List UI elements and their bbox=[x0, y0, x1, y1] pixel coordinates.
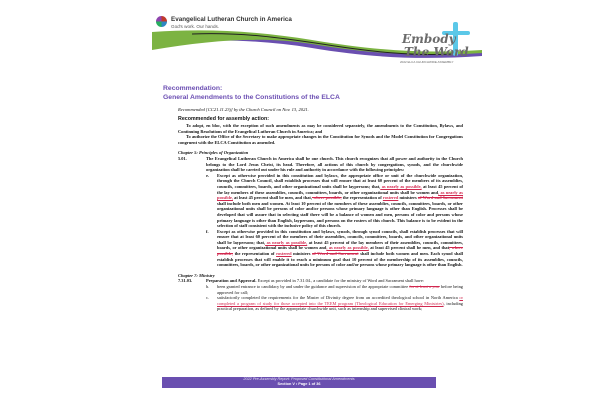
text-run: Except as otherwise provided in this constitution and bylaws, the appropriate office or unit of the churchwide organization, through the Church Council, shall establish processes that will ensure that at least 60 percent of the members of its assemblies, councils, committees, boards, and other organizational units shall be laypersons; that, bbox=[217, 172, 463, 189]
section-number: 7.31.03. bbox=[178, 278, 193, 284]
text-run: been granted entrance to candidacy by and under the guidance and supervision of the appropriate committee bbox=[217, 284, 410, 290]
item-text bbox=[217, 295, 463, 312]
text-run: at least 45 percent of the lay members of their assemblies, councils, committees, boards, or other organizational units shall be women and bbox=[217, 239, 463, 251]
page-footer bbox=[162, 377, 436, 388]
recommendation-label: Recommendation: bbox=[163, 85, 223, 92]
text-run: Except as provided in 7.31.04., a candidate for the ministry of Word and Sacrament shall have: bbox=[256, 278, 425, 284]
text-run: ministers bbox=[291, 251, 313, 257]
text-run: before being approved for call; bbox=[217, 284, 463, 295]
action-2: To authorize the Office of the Secretary to make appropriate changes in the Constitution for Synods and the Model Constitution for Congregations congruent with the ELCA Constitution as amended. bbox=[178, 134, 463, 145]
action-heading: Recommended for assembly action: bbox=[178, 116, 269, 122]
section-5-01 bbox=[178, 156, 463, 173]
embody-the-word-logo bbox=[400, 22, 480, 72]
chapter-5-heading: Chapter 5: Principles of Organization bbox=[178, 150, 249, 156]
elca-cross-logo-icon bbox=[156, 16, 167, 27]
item-c bbox=[206, 295, 463, 312]
text-run: satisfactorily completed the requirements for the Master of Divinity degree from an accredited theological school in North America bbox=[217, 295, 460, 301]
section-number: 5.01. bbox=[178, 155, 187, 161]
text-run: at least 45 percent shall be men, and that bbox=[368, 245, 450, 251]
text-run: the representation of bbox=[232, 251, 277, 257]
text-run: at least 45 percent of the lay members of these assemblies, councils, committees, boards, or other organizational units shall be women and bbox=[217, 183, 463, 195]
assembly-subtitle: 2022 ELCA CHURCHWIDE ASSEMBLY bbox=[400, 60, 454, 64]
text-run: at least 45 percent shall be men, and that, bbox=[232, 195, 312, 201]
item-e bbox=[206, 173, 463, 229]
deleted-text: where possible, bbox=[311, 195, 342, 201]
page-header bbox=[152, 12, 482, 82]
inserted-text: as nearly as possible, bbox=[380, 183, 422, 189]
item-label: f. bbox=[206, 228, 209, 234]
item-f bbox=[206, 229, 463, 268]
item-text bbox=[217, 229, 463, 268]
section-title: Preparation and Approval. bbox=[206, 278, 257, 284]
logo-line1: Embody bbox=[402, 32, 456, 46]
recommended-by: Recommended [CC21.11.23j] by the Church Council on Nov. 13, 2021. bbox=[178, 107, 309, 112]
item-label: e. bbox=[206, 172, 210, 178]
inserted-text: , as nearly as possible, bbox=[326, 245, 369, 251]
inserted-text: , as nearly as possible, bbox=[217, 189, 464, 201]
footer-page-number: Section V • Page 1 of 36 bbox=[277, 382, 321, 386]
chapter-7-heading: Chapter 7: Ministry bbox=[178, 272, 215, 278]
item-text bbox=[217, 173, 463, 229]
deleted-text: of Word and Sacrament bbox=[312, 251, 359, 257]
text-run: shall include both men and women. At least 10 percent of the members of these assemblies, councils, committees, boards, or other organizational units shall be persons of color and/or persons whose primary language is other than English. Processes shall be developed that will assure that in selecting staff there will be a balance of women and men, persons of color and persons whose primary language is other than English, laypersons, and persons on the rosters of this church. This balance is to be evident in the selection of staff consistent with the inclusive policy of this church. bbox=[217, 200, 463, 229]
footer-report-title: 2022 Pre-Assembly Report: Proposed Constitutional Amendments bbox=[243, 377, 355, 381]
text-run: shall include both women and men. Each synod shall establish processes that will enable it to reach a minimum goal that 10 percent of the membership of its assemblies, councils, committees, boards, or other organizational units be persons of color and/or persons whose primary language is other than English. bbox=[217, 251, 463, 268]
deleted-text: of Word and Sacrament bbox=[417, 195, 463, 201]
text-run: the representation of bbox=[341, 195, 383, 201]
section-text: The Evangelical Lutheran Church in America shall be one church. This church recognizes that all power and authority in the Church belongs to the Lord Jesus Christ, its head. Therefore, all actions of this church by congregations, synods, and the churchwide organization shall be carried out under his rule and authority in accordance with the following principles: bbox=[206, 155, 463, 173]
action-1: To adopt, en bloc, with the exception of such amendments as may be considered separately, the amendments to the Constitution, Bylaws, and Continuing Resolutions of the Evangelical Lutheran Church in America; and bbox=[178, 123, 463, 134]
document-content bbox=[163, 84, 463, 312]
text-run: , including practical preparation, as defined by the appropriate churchwide unit, such as internship and supervised clinical work; bbox=[217, 300, 463, 312]
inserted-text: rostered bbox=[276, 251, 292, 257]
inserted-text: rostered bbox=[382, 195, 399, 201]
text-run: ministers bbox=[398, 195, 418, 201]
org-name: Evangelical Lutheran Church in America bbox=[171, 16, 292, 23]
inserted-text: as nearly as possible, bbox=[265, 239, 308, 245]
item-label: b. bbox=[206, 284, 210, 290]
deleted-text: for at least a year bbox=[409, 284, 440, 290]
inserted-text: or completed a program of study for those accepted into the TEEM program (Theological Education for Emerging Ministries) bbox=[217, 295, 463, 306]
item-label: c. bbox=[206, 295, 210, 301]
recommendation-title: General Amendments to the Constitutions of the ELCA bbox=[163, 94, 340, 101]
item-text bbox=[217, 284, 463, 295]
item-b bbox=[206, 284, 463, 295]
deleted-text: , where possible, bbox=[217, 245, 463, 257]
org-tagline: God's work. Our hands. bbox=[171, 24, 220, 29]
logo-line2: The Word bbox=[404, 45, 469, 59]
text-run: Except as otherwise provided in this constitution and bylaws, synods, through synod councils, shall establish processes that will ensure that at least 60 percent of the members of their assemblies, councils, committees, boards, and other organizational units shall be laypersons; that, bbox=[217, 228, 463, 245]
